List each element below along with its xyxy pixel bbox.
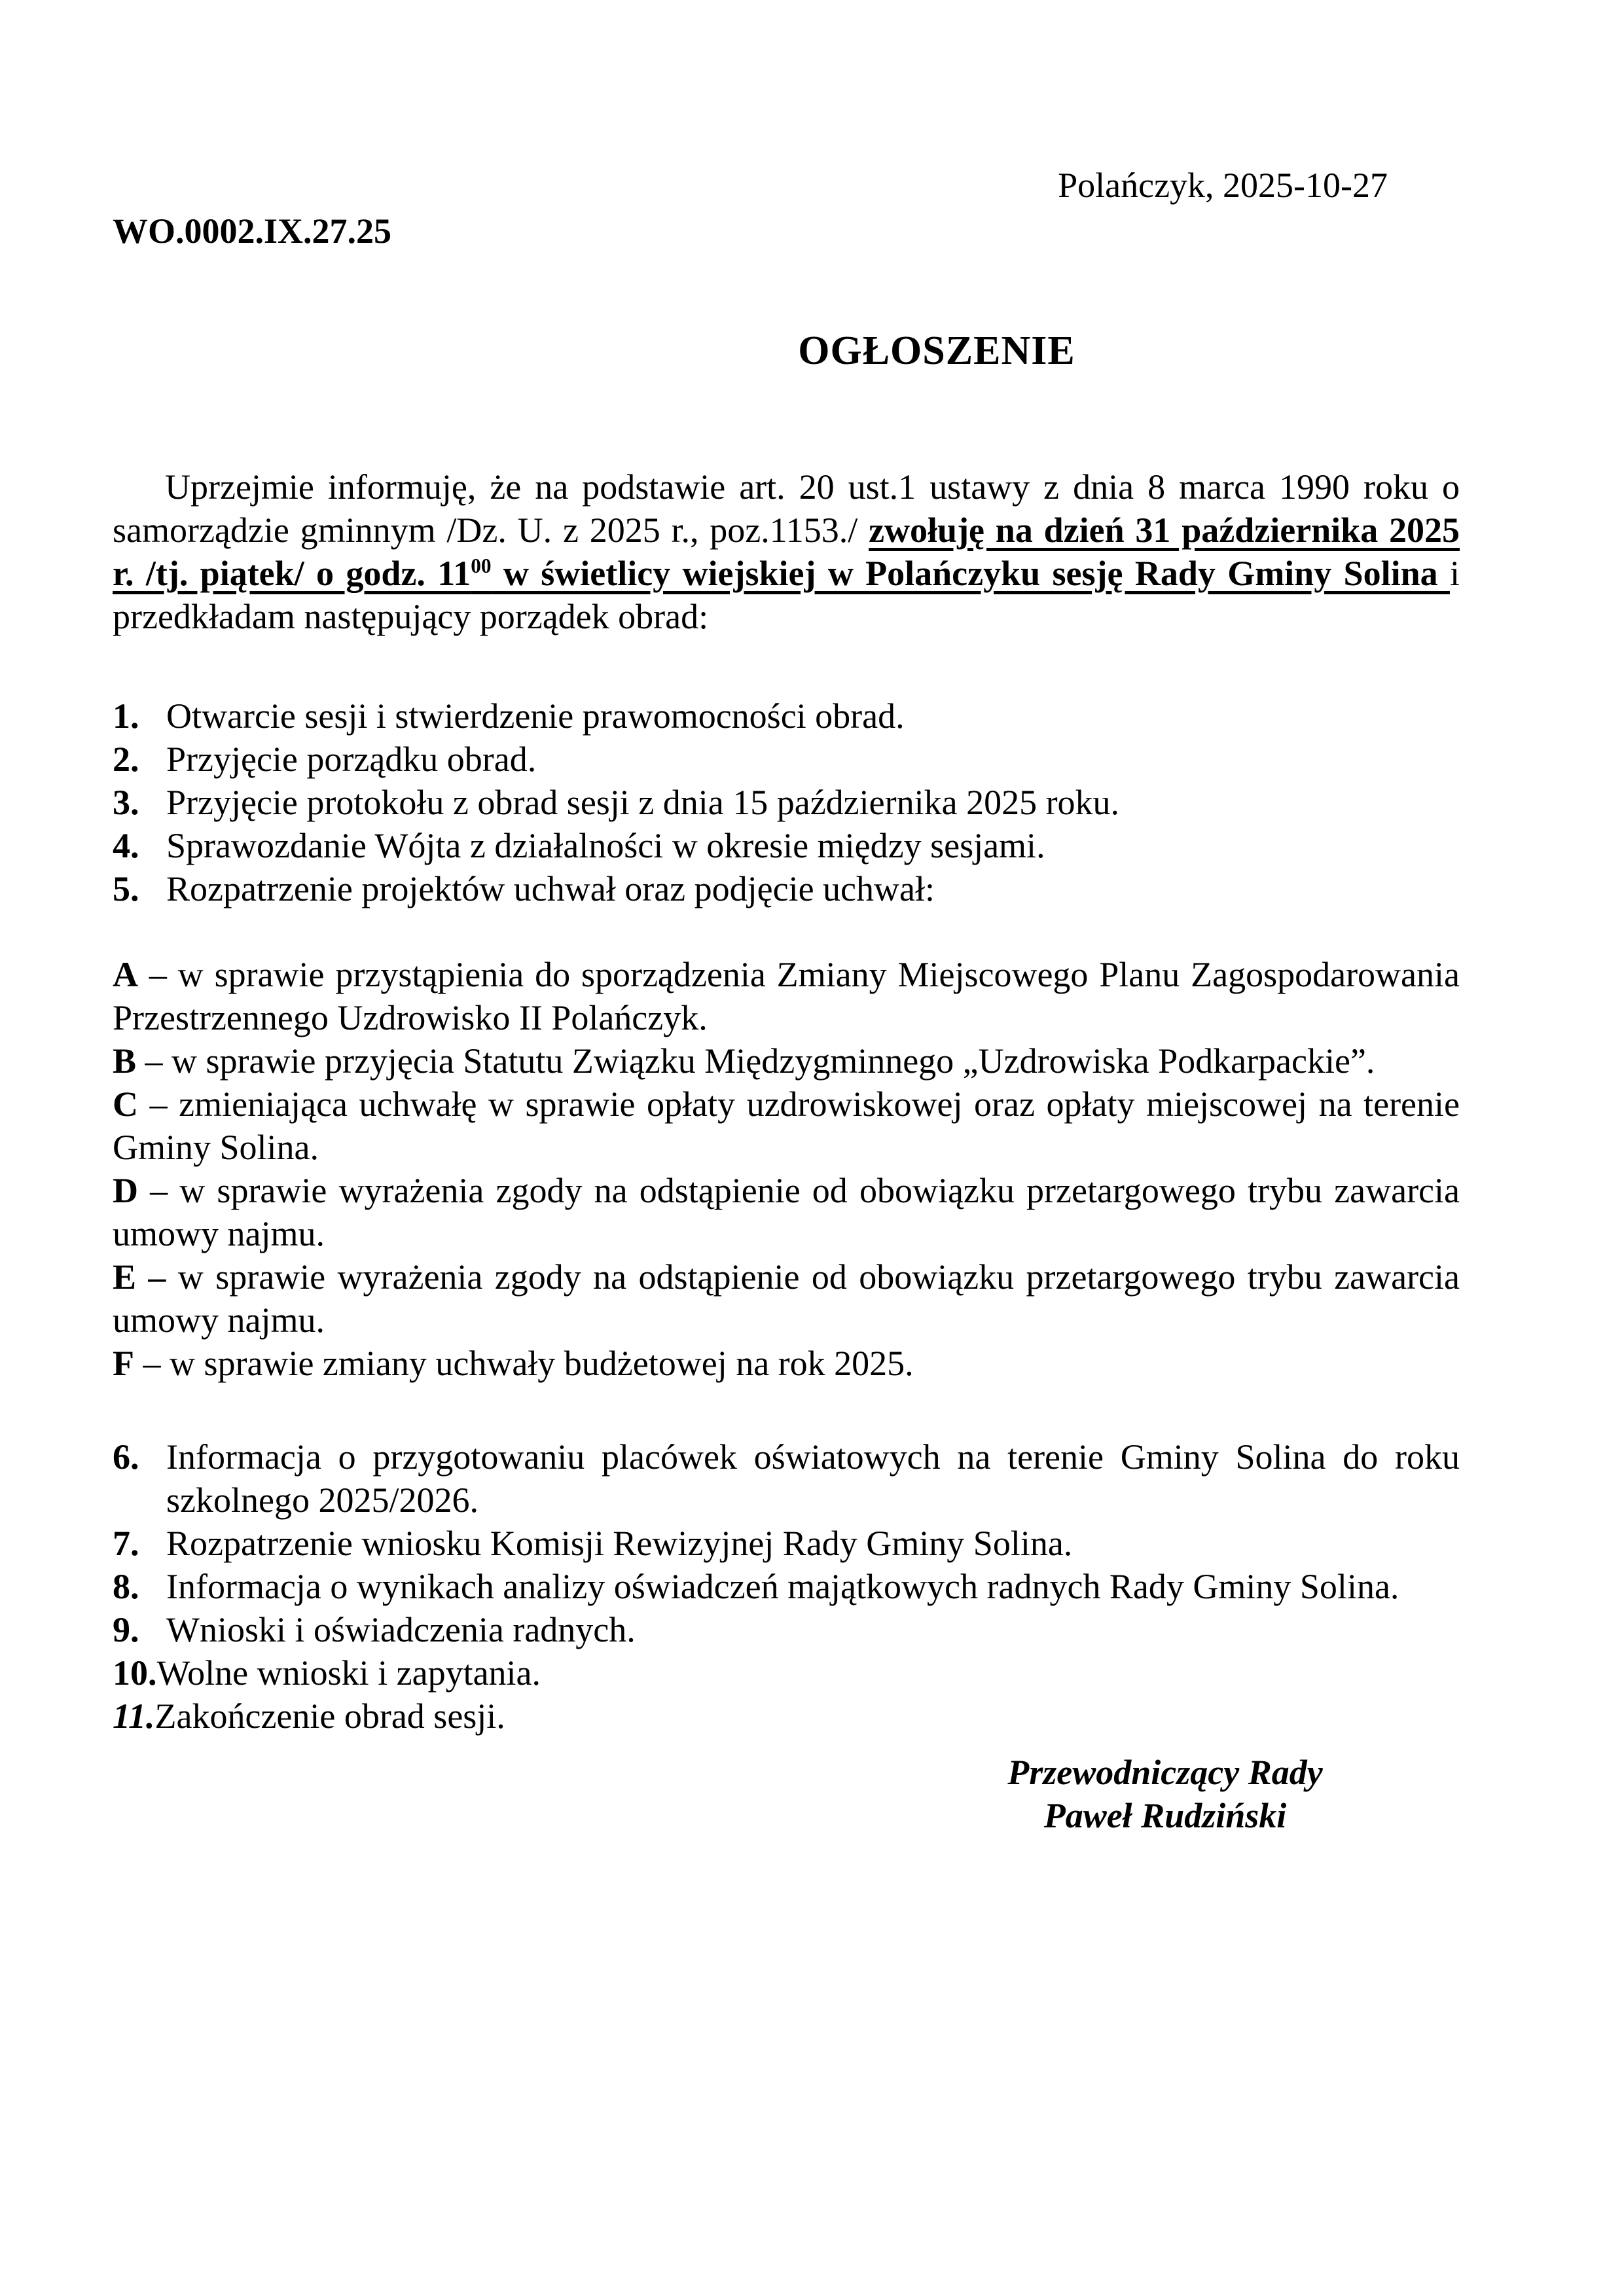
resolution-d [113,1169,1460,1255]
agenda-item-11 [113,1695,1460,1738]
agenda-item-9-number: 9. [113,1610,139,1649]
intro-text-end: i przedkładam następujący porządek obrad: [113,554,1460,636]
agenda-item-4-text: Sprawozdanie Wójta z działalności w okresie między sesjami. [166,826,1045,865]
agenda-item-10-text: Wolne wnioski i zapytania. [156,1653,541,1693]
resolution-c-text: – zmieniająca uchwałę w sprawie opłaty uzdrowiskowej oraz opłaty miejscowej na terenie Gminy Solina. [113,1085,1460,1167]
agenda-item-6-text: Informacja o przygotowaniu placówek oświatowych na terenie Gminy Solina do roku szkolnego 2025/2026. [166,1437,1460,1520]
intro-bold-before-sup: zwołuję na dzień 31 października 2025 r. /tj. piątek/ o godz. 11 [113,511,1460,593]
resolution-d-letter: D [113,1171,138,1210]
agenda-item-1 [113,694,1460,738]
intro-bold-after-sup: w świetlicy wiejskiej w Polańczyku sesję Rady Gminy Solina [491,554,1450,593]
agenda-item-7-text: Rozpatrzenie wniosku Komisji Rewizyjnej Rady Gminy Solina. [166,1524,1073,1563]
agenda-item-7-number: 7. [113,1524,139,1563]
date-text: Polańczyk, 2025-10-27 [1058,166,1388,205]
agenda-item-5-number: 5. [113,869,139,908]
date-line [113,164,1460,207]
agenda-item-5 [113,867,1460,910]
agenda-item-3 [113,781,1460,824]
agenda-item-9-text: Wnioski i oświadczenia radnych. [166,1610,636,1649]
reference-number: WO.0002.IX.27.25 [113,211,392,251]
agenda-item-1-number: 1. [113,696,139,736]
agenda-item-2-number: 2. [113,740,139,779]
agenda-item-2 [113,738,1460,781]
resolution-e-text: w sprawie wyrażenia zgody na odstąpienie od obowiązku przetargowego trybu zawarcia umowy najmu. [113,1257,1460,1340]
agenda-item-2-text: Przyjęcie porządku obrad. [166,740,537,779]
resolution-c-letter: C [113,1085,138,1124]
resolution-b [113,1039,1460,1083]
agenda-item-8 [113,1565,1460,1608]
agenda-item-5-text: Rozpatrzenie projektów uchwał oraz podjęcie uchwał: [166,869,935,908]
agenda-item-3-text: Przyjęcie protokołu z obrad sesji z dnia 15 października 2025 roku. [166,783,1120,822]
agenda-item-6 [113,1435,1460,1522]
signature-name: Paweł Rudziński [1043,1796,1287,1835]
intro-paragraph [113,465,1460,638]
agenda-item-1-text: Otwarcie sesji i stwierdzenie prawomocności obrad. [166,696,905,736]
resolution-f [113,1342,1460,1385]
resolution-a [113,953,1460,1039]
intro-text-start: Uprzejmie informuję, że na podstawie art. 20 ust.1 ustawy z dnia 8 marca 1990 roku o samorządzie gminnym /Dz. U. z 2025 r., poz.1153./ [113,467,1460,550]
agenda-list-items-1-5 [113,694,1460,910]
agenda-item-10 [113,1651,1460,1695]
agenda-item-3-number: 3. [113,783,139,822]
resolution-d-text: – w sprawie wyrażenia zgody na odstąpienie od obowiązku przetargowego trybu zawarcia umowy najmu. [113,1171,1460,1253]
agenda-item-11-number: 11. [113,1696,155,1736]
resolution-f-letter: F [113,1344,134,1383]
agenda-list-items-6-11 [113,1435,1460,1738]
resolution-f-text: – w sprawie zmiany uchwały budżetowej na rok 2025. [134,1344,914,1383]
signature-role: Przewodniczący Rady [1007,1753,1323,1792]
resolution-b-letter: B [113,1041,137,1081]
resolution-a-text: – w sprawie przystąpienia do sporządzenia Zmiany Miejscowego Planu Zagospodarowania Przestrzennego Uzdrowisko II Polańczyk. [113,955,1460,1037]
agenda-item-7 [113,1522,1460,1565]
signature-block [871,1751,1460,1837]
resolution-list [113,953,1460,1385]
agenda-item-10-number: 10. [113,1653,157,1693]
hour-superscript: 00 [471,554,492,577]
agenda-item-4-number: 4. [113,826,139,865]
agenda-item-11-text: Zakończenie obrad sesji. [154,1696,505,1736]
resolution-b-text: – w sprawie przyjęcia Statutu Związku Międzygminnego „Uzdrowiska Podkarpackie”. [136,1041,1375,1081]
agenda-item-8-text: Informacja o wynikach analizy oświadczeń majątkowych radnych Rady Gminy Solina. [166,1567,1399,1606]
resolution-e-letter: E – [113,1257,178,1297]
resolution-a-letter: A [113,955,138,994]
agenda-item-8-number: 8. [113,1567,139,1606]
resolution-c [113,1083,1460,1169]
agenda-item-4 [113,824,1460,867]
agenda-item-9 [113,1608,1460,1651]
agenda-item-6-number: 6. [113,1437,139,1477]
resolution-e [113,1255,1460,1342]
document-title: OGŁOSZENIE [798,329,1075,373]
